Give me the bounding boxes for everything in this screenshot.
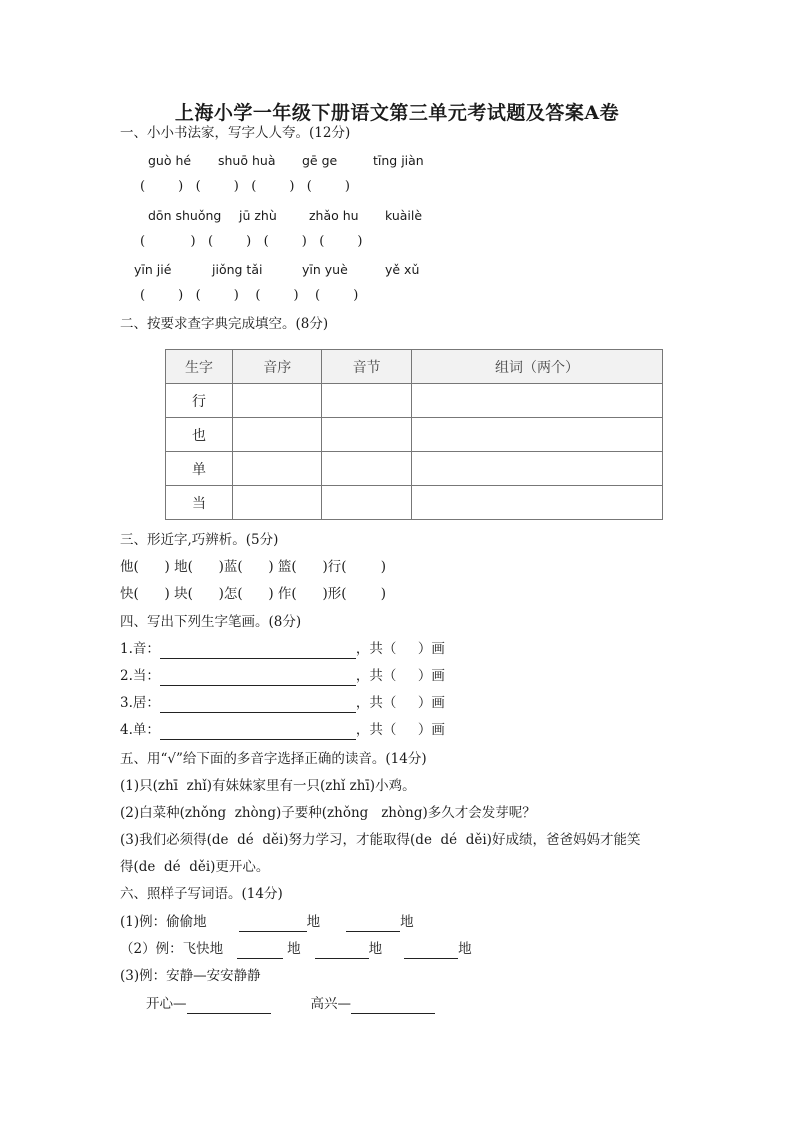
pinyin: kuàilè xyxy=(385,208,423,223)
stroke-item xyxy=(120,720,445,740)
section-2-heading: 二、按要求查字典完成填空。(8分) xyxy=(120,316,329,332)
answer-blank[interactable] xyxy=(351,999,435,1014)
answer-blank[interactable] xyxy=(160,698,356,713)
di-char: 地 xyxy=(458,941,472,957)
char-cell: 行 xyxy=(166,384,233,418)
stroke-item-suffix: ，共（ ）画 xyxy=(355,668,445,684)
table-header-row xyxy=(166,350,663,384)
pinyin: tīng jiàn xyxy=(373,153,424,168)
char-cell: 当 xyxy=(166,486,233,520)
answer-brackets: ( ) ( ) ( ) ( ) xyxy=(140,179,350,194)
stroke-item-label: 4.单： xyxy=(120,722,160,738)
di-char: 地 xyxy=(287,941,301,957)
pinyin: yě xǔ xyxy=(385,262,420,277)
answer-cell[interactable] xyxy=(233,486,322,520)
answer-cell[interactable] xyxy=(411,452,662,486)
answer-blank[interactable] xyxy=(315,944,369,959)
pinyin: yīn jié xyxy=(134,262,172,277)
word-example-line xyxy=(120,912,414,932)
di-char: 地 xyxy=(368,941,383,957)
char-cell: 单 xyxy=(166,452,233,486)
pinyin: jiǒng tǎi xyxy=(212,262,263,277)
pinyin: shuō huà xyxy=(218,153,276,168)
answer-brackets: ( ) ( ) ( ) ( ) xyxy=(140,234,363,249)
stroke-item-suffix: ，共（ ）画 xyxy=(355,722,445,738)
answer-cell[interactable] xyxy=(411,418,662,452)
answer-cell[interactable] xyxy=(322,418,411,452)
dictionary-table xyxy=(165,349,663,520)
word-example-line: (3)例：安静—安安静静 xyxy=(120,968,261,984)
answer-cell[interactable] xyxy=(233,418,322,452)
table-row xyxy=(166,384,663,418)
stroke-item-label: 2.当： xyxy=(120,668,160,684)
stroke-item xyxy=(120,639,445,659)
section-4-heading: 四、写出下列生字笔画。(8分) xyxy=(120,614,302,630)
section-5-heading: 五、用“√”给下面的多音字选择正确的读音。(14分) xyxy=(120,751,427,767)
stroke-item-suffix: ，共（ ）画 xyxy=(355,695,445,711)
answer-blank[interactable] xyxy=(187,999,271,1014)
example-word: 开心— xyxy=(146,996,187,1012)
answer-blank[interactable] xyxy=(346,917,400,932)
answer-blank[interactable] xyxy=(239,917,307,932)
stroke-item-suffix: ，共（ ）画 xyxy=(355,641,445,657)
pinyin: dōn shuǒng xyxy=(148,208,222,223)
pinyin: guò hé xyxy=(148,153,192,168)
stroke-item xyxy=(120,693,445,713)
question: (1)只(zhī zhǐ)有妹妹家里有一只(zhǐ zhī)小鸡。 xyxy=(120,778,416,794)
column-header: 组词（两个） xyxy=(411,350,662,384)
stroke-item-label: 1.音： xyxy=(120,641,160,657)
di-char: 地 xyxy=(400,914,414,930)
column-header: 音序 xyxy=(233,350,322,384)
column-header: 生字 xyxy=(166,350,233,384)
answer-cell[interactable] xyxy=(411,384,662,418)
answer-cell[interactable] xyxy=(233,452,322,486)
example-word: 高兴— xyxy=(310,996,351,1012)
answer-blank[interactable] xyxy=(160,671,356,686)
example-label: （2）例：飞快地 xyxy=(120,941,224,957)
pinyin: yīn yuè xyxy=(302,262,348,277)
answer-blank[interactable] xyxy=(160,725,356,740)
table-row xyxy=(166,486,663,520)
stroke-item-label: 3.居： xyxy=(120,695,160,711)
word-example-line xyxy=(120,939,472,959)
answer-blank[interactable] xyxy=(237,944,283,959)
column-header: 音节 xyxy=(322,350,411,384)
page-title: 上海小学一年级下册语文第三单元考试题及答案A卷 xyxy=(174,102,620,124)
answer-cell[interactable] xyxy=(411,486,662,520)
answer-cell[interactable] xyxy=(322,486,411,520)
table-row xyxy=(166,452,663,486)
answer-brackets: ( ) ( ) ( ) ( ) xyxy=(140,288,359,303)
di-char: 地 xyxy=(306,914,321,930)
example-label: (1)例：偷偷地 xyxy=(120,914,207,930)
section-1-heading: 一、小小书法家，写字人人夸。(12分) xyxy=(120,125,351,141)
pinyin: gē ge xyxy=(302,153,338,168)
section-6-heading: 六、照样子写词语。(14分) xyxy=(120,886,283,902)
char-cell: 也 xyxy=(166,418,233,452)
similar-chars-line: 他( ) 地( )蓝( ) 篮( )行( ) xyxy=(120,559,387,575)
pinyin: zhǎo hu xyxy=(309,208,359,223)
answer-blank[interactable] xyxy=(404,944,458,959)
table-row xyxy=(166,418,663,452)
question: (3)我们必须得(de dé děi)努力学习，才能取得(de dé děi)好成绩，爸爸妈妈才能笑 xyxy=(120,832,641,848)
pinyin: jū zhù xyxy=(239,208,277,223)
question: (2)白菜种(zhǒng zhòng)子要种(zhǒng zhòng)多久才会发芽呢？ xyxy=(120,805,536,821)
section-3-heading: 三、形近字,巧辨析。(5分) xyxy=(120,532,279,548)
answer-blank[interactable] xyxy=(160,644,356,659)
question: 得(de dé děi)更开心。 xyxy=(120,859,270,875)
similar-chars-line: 快( ) 块( )怎( ) 作( )形( ) xyxy=(120,586,387,602)
answer-cell[interactable] xyxy=(322,384,411,418)
word-example-line xyxy=(146,994,435,1014)
stroke-item xyxy=(120,666,445,686)
answer-cell[interactable] xyxy=(322,452,411,486)
answer-cell[interactable] xyxy=(233,384,322,418)
